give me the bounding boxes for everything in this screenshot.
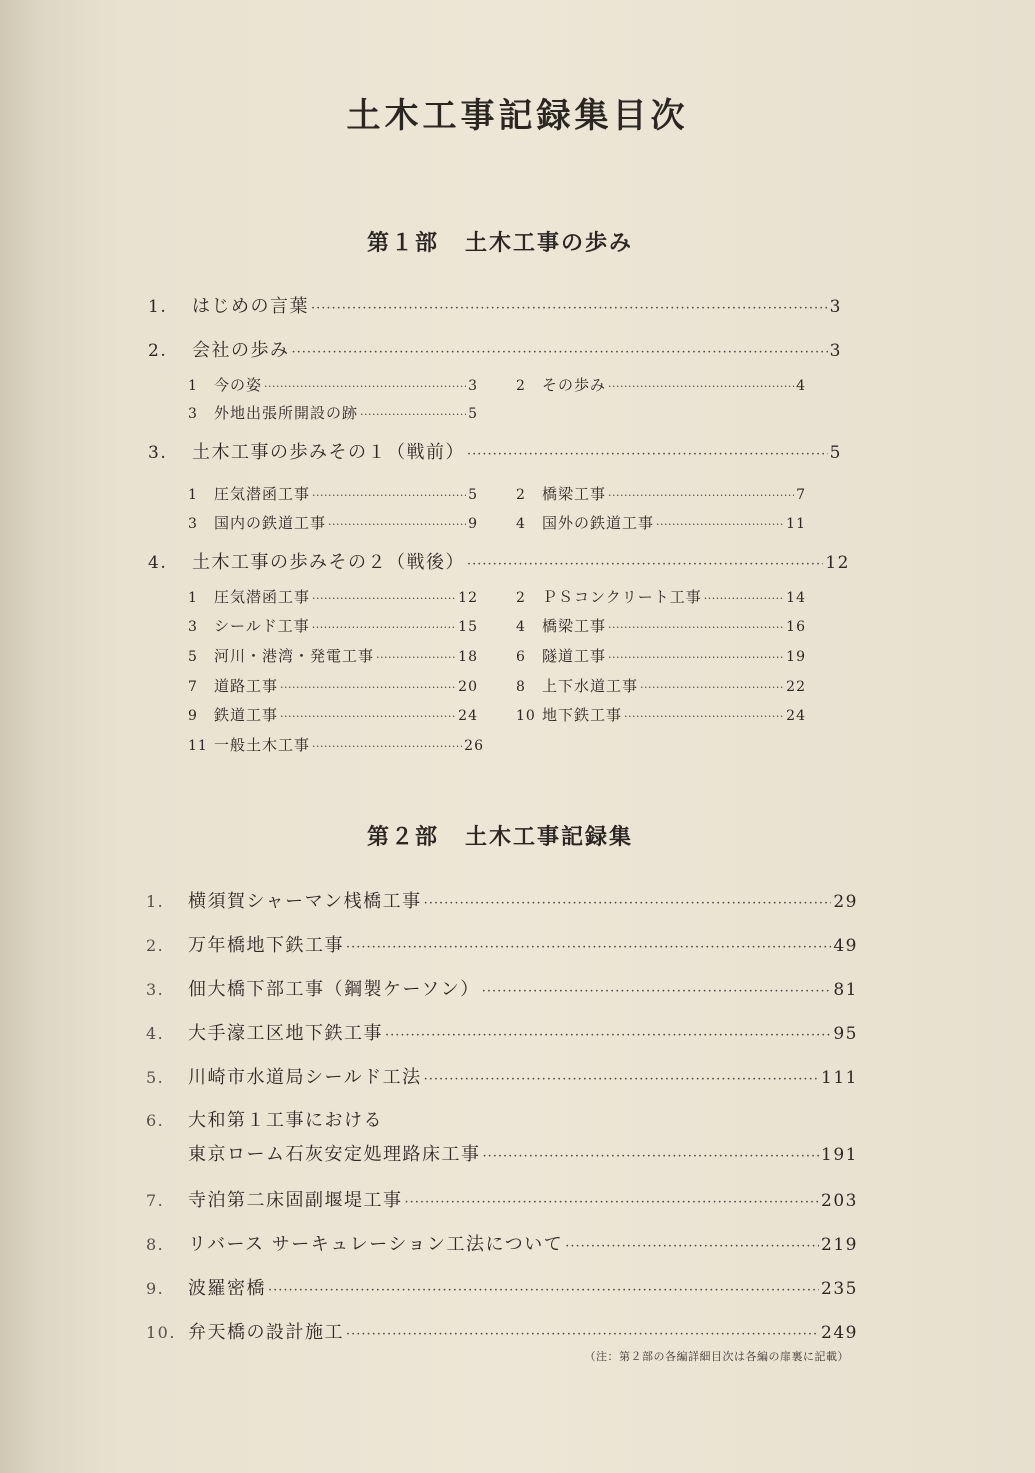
subentry-number: 3 [188,619,198,635]
entry-label: 土木工事の歩みその１（戦前） [192,442,465,463]
entry-number: 7. [146,1191,165,1210]
toc-entry-second-line[interactable] [188,1140,858,1166]
dot-leader [268,1283,819,1298]
subentry-page: 19 [786,649,806,665]
toc-subentry[interactable] [516,483,806,504]
subentry-page: 12 [458,590,478,606]
toc-subentry[interactable] [516,704,806,725]
entry-page: 81 [833,980,858,1000]
entry-page: 3 [829,297,842,317]
subentry-number: 10 [516,708,536,724]
dot-leader [376,651,456,664]
part2-heading [0,820,1000,851]
subentry-label: 地下鉄工事 [542,706,623,724]
subentry-page: 4 [796,378,806,394]
subentry-page: 26 [464,738,484,754]
entry-label: 横須賀シャーマン桟橋工事 [188,891,422,912]
subentry-number: 2 [516,487,526,503]
entry-label: 土木工事の歩みその２（戦後） [192,552,465,573]
subentry-number: 7 [188,679,198,695]
subentry-label: 国外の鉄道工事 [542,514,655,532]
dot-leader [312,621,456,634]
subentry-label: その歩み [542,376,607,394]
subentry-label: 上下水道工事 [542,677,639,695]
entry-page: 95 [833,1024,858,1044]
dot-leader [385,1028,831,1043]
subentry-number: 1 [188,378,198,394]
entry-page: 12 [825,553,850,573]
dot-leader [467,447,828,462]
entry-number: 6. [146,1111,165,1130]
entry-page: 219 [821,1235,858,1255]
toc-entry[interactable] [148,438,842,464]
toc-entry[interactable] [146,1318,858,1344]
subentry-label: シールド工事 [214,617,310,635]
subentry-page: 11 [786,516,806,532]
entry-number: 10. [146,1323,176,1342]
part2-title: 土木工事記録集 [465,825,634,850]
subentry-page: 15 [458,619,478,635]
dot-leader [624,710,784,723]
toc-subentry[interactable] [188,512,478,533]
entry-label: 大和第１工事における [188,1110,383,1131]
toc-entry[interactable] [146,1019,858,1045]
subentry-page: 16 [786,619,806,635]
subentry-label: 橋梁工事 [542,617,607,635]
subentry-number: 8 [516,679,526,695]
dot-leader [483,1149,820,1164]
dot-leader [656,518,784,531]
toc-entry[interactable] [146,1186,858,1212]
toc-subentry[interactable] [188,374,478,395]
subentry-page: 5 [468,406,478,422]
subentry-page: 7 [796,487,806,503]
dot-leader [405,1195,820,1210]
toc-entry[interactable] [146,975,858,1001]
subentry-number: 4 [516,619,526,635]
dot-leader [360,408,466,421]
dot-leader [608,651,784,664]
dot-leader [311,301,828,316]
subentry-label: 一般土木工事 [214,736,311,754]
subentry-number: 5 [188,649,198,665]
entry-page: 3 [829,341,842,361]
entry-label: 大手濠工区地下鉄工事 [188,1023,383,1044]
entry-number: 9. [146,1279,165,1298]
entry-label: 佃大橋下部工事（鋼製ケーソン） [188,979,480,1000]
toc-subentry[interactable] [516,586,806,607]
toc-subentry[interactable] [188,645,478,666]
entry-number: 3. [146,980,165,999]
dot-leader [312,592,456,605]
entry-number: 2. [146,936,165,955]
subentry-page: 24 [786,708,806,724]
toc-subentry[interactable] [188,615,478,636]
subentry-number: 6 [516,649,526,665]
dot-leader [264,380,466,393]
entry-page: 5 [829,443,842,463]
subentry-label: 今の姿 [214,376,263,394]
toc-subentry[interactable] [516,645,806,666]
subentry-page: 9 [468,516,478,532]
subentry-number: 3 [188,516,198,532]
toc-subentry[interactable] [516,374,806,395]
toc-entry[interactable] [146,887,858,913]
subentry-label: ＰＳコンクリート工事 [542,588,702,606]
subentry-label: 圧気潜函工事 [214,588,311,606]
toc-entry[interactable] [148,292,842,318]
entry-number: 4. [148,553,168,573]
footnote: （注：第２部の各編詳細目次は各編の扉裏に記載） [584,1350,849,1363]
dot-leader [346,940,831,955]
entry-label: はじめの言葉 [192,296,309,317]
subentry-label: 隧道工事 [542,647,607,665]
entry-page: 249 [821,1323,858,1343]
dot-leader [467,557,823,572]
entry-number: 3. [148,443,168,463]
toc-entry[interactable] [148,336,842,362]
page-title: 土木工事記録集目次 [346,96,689,136]
dot-leader [565,1239,819,1254]
dot-leader [346,1327,819,1342]
entry-number: 1. [146,892,165,911]
toc-subentry[interactable] [188,402,478,423]
entry-label: 寺泊第二床固副堰堤工事 [188,1190,403,1211]
dot-leader [292,345,828,360]
toc-entry-first-line[interactable] [146,1106,858,1132]
entry-label: 弁天橋の設計施工 [188,1322,344,1343]
subentry-page: 20 [458,679,478,695]
entry-page: 111 [821,1068,858,1088]
dot-leader [608,621,784,634]
dot-leader [424,896,832,911]
dot-leader [424,1072,819,1087]
subentry-number: 1 [188,590,198,606]
subentry-label: 外地出張所開設の跡 [214,404,359,422]
subentry-page: 18 [458,649,478,665]
subentry-number: 11 [188,738,208,754]
entry-label: 万年橋地下鉄工事 [188,935,344,956]
dot-leader [312,740,462,753]
entry-label: 川崎市水道局シールド工法 [188,1067,422,1088]
subentry-number: 9 [188,708,198,724]
entry-page: 203 [821,1191,858,1211]
toc-entry[interactable] [146,1063,858,1089]
subentry-page: 22 [786,679,806,695]
entry-label: 会社の歩み [192,340,290,361]
subentry-label: 河川・港湾・発電工事 [214,647,375,665]
toc-subentry[interactable] [188,586,478,607]
toc-entry[interactable] [146,1230,858,1256]
part2-number: 第２部 [366,825,439,850]
subentry-label: 橋梁工事 [542,485,607,503]
subentry-label: 鉄道工事 [214,706,279,724]
toc-subentry[interactable] [516,675,806,696]
entry-label: 波羅密橋 [188,1278,266,1299]
dot-leader [312,489,466,502]
dot-leader [482,984,832,999]
entry-page: 49 [833,936,858,956]
subentry-number: 1 [188,487,198,503]
subentry-page: 5 [468,487,478,503]
entry-number: 1. [148,297,168,317]
toc-subentry[interactable] [516,512,806,533]
entry-number: 4. [146,1024,165,1043]
toc-subentry[interactable] [516,615,806,636]
entry-label-continued: 東京ローム石灰安定処理路床工事 [188,1144,481,1165]
dot-leader [280,681,456,694]
entry-number: 5. [146,1068,165,1087]
dot-leader [328,518,466,531]
toc-subentry[interactable] [188,734,484,755]
subentry-label: 国内の鉄道工事 [214,514,327,532]
dot-leader [608,489,794,502]
toc-subentry[interactable] [188,675,478,696]
subentry-number: 2 [516,378,526,394]
entry-number: 2. [148,341,168,361]
entry-label: リバース サーキュレーション工法について [188,1234,564,1255]
toc-entry[interactable] [146,931,858,957]
toc-subentry[interactable] [188,483,478,504]
subentry-label: 道路工事 [214,677,279,695]
dot-leader [280,710,456,723]
subentry-number: 4 [516,516,526,532]
subentry-number: 2 [516,590,526,606]
toc-subentry[interactable] [188,704,478,725]
toc-entry[interactable] [148,548,850,574]
toc-entry[interactable] [146,1274,858,1300]
subentry-page: 24 [458,708,478,724]
dot-leader [640,681,784,694]
subentry-number: 3 [188,406,198,422]
subentry-label: 圧気潜函工事 [214,485,311,503]
dot-leader [704,592,784,605]
part1-heading [0,226,1000,257]
part1-title: 土木工事の歩み [465,231,634,256]
entry-page: 235 [821,1279,858,1299]
subentry-page: 14 [786,590,806,606]
entry-number: 8. [146,1235,165,1254]
part1-number: 第１部 [366,231,439,256]
entry-page: 191 [821,1145,858,1165]
dot-leader [608,380,794,393]
entry-page: 29 [833,892,858,912]
subentry-page: 3 [468,378,478,394]
